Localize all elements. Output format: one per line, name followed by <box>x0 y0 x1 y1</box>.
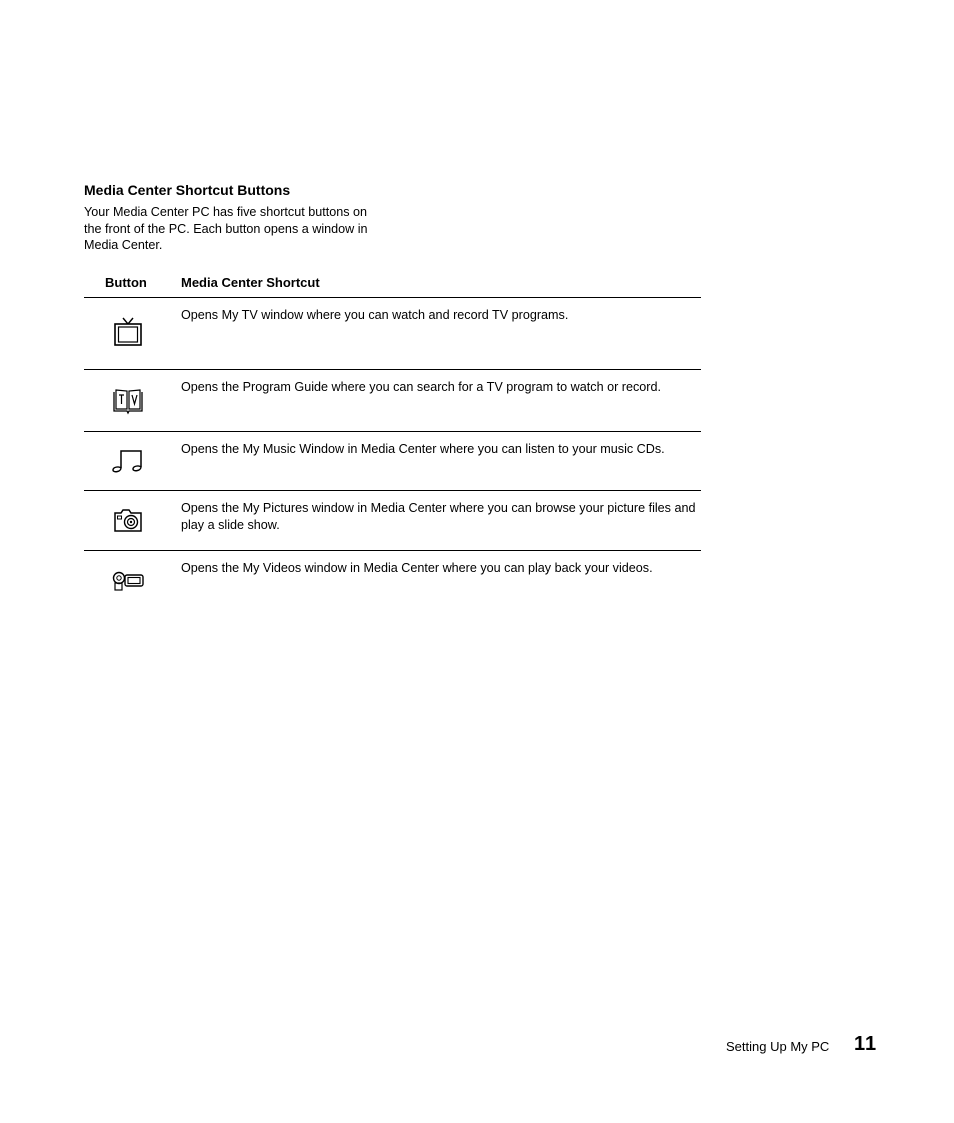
section-intro: Your Media Center PC has five shortcut buttons on the front of the PC. Each button opens a window in Media Center. <box>84 205 368 252</box>
tv-icon <box>110 315 146 347</box>
table-header <box>84 273 701 298</box>
table-row <box>84 491 701 551</box>
music-note-icon <box>110 445 146 477</box>
table-row <box>84 370 701 432</box>
video-camera-icon <box>110 565 146 597</box>
row-description: Opens the Program Guide where you can search for a TV program to watch or record. <box>181 380 661 394</box>
table-row <box>84 432 701 491</box>
program-guide-icon <box>110 384 146 416</box>
column-header-button: Button <box>105 275 147 290</box>
page-number: 11 <box>854 1033 878 1055</box>
column-header-shortcut: Media Center Shortcut <box>181 275 320 290</box>
table-row <box>84 298 701 370</box>
table-row <box>84 551 701 611</box>
row-description: Opens the My Music Window in Media Center where you can listen to your music CDs. <box>181 442 665 456</box>
camera-icon <box>110 504 146 536</box>
footer-chapter-title: Setting Up My PC <box>726 1039 830 1054</box>
row-description: Opens the My Pictures window in Media Center where you can browse your picture files and play a slide show. <box>181 501 696 532</box>
row-description: Opens My TV window where you can watch and record TV programs. <box>181 308 569 322</box>
row-description: Opens the My Videos window in Media Center where you can play back your videos. <box>181 561 653 575</box>
shortcut-table <box>84 273 701 611</box>
section-title: Media Center Shortcut Buttons <box>84 182 291 198</box>
